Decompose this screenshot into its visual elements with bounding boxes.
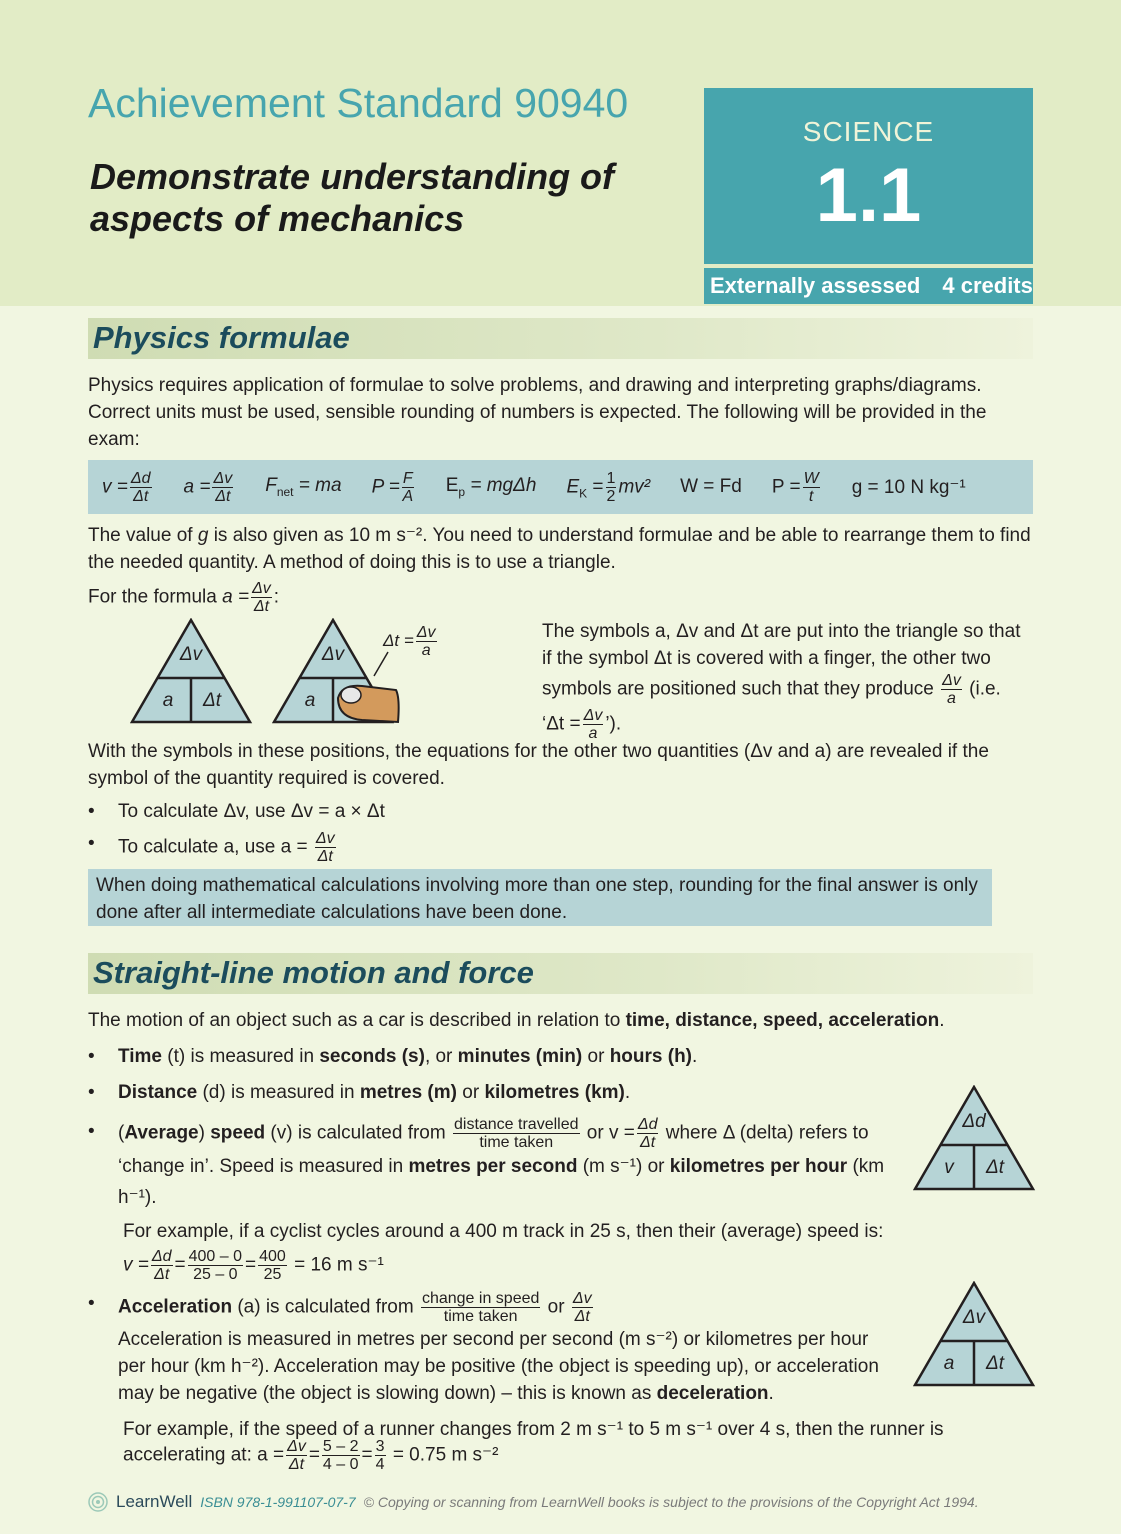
formula-bar <box>88 460 1033 514</box>
intro-paragraph: Physics requires application of formulae to solve problems, and drawing and interpreting graphs/diagrams. Correct units must be used, sensible rounding of numbers is expected. The following will be provided in the exam: <box>88 375 987 450</box>
for-formula-line: For the formula a = $\frac{\Delta v}{\Delta t}$ : <box>88 580 280 615</box>
acceleration-example-equation: accelerating at: a = $\frac{\Delta v}{\Delta t}$ = $\frac{5 - 2}{4 - 0}$ = $\frac{3}{4}$ = 0.75 m s⁻² <box>123 1438 499 1473</box>
svg-text:a: a <box>304 690 316 711</box>
acceleration-triangle <box>913 1281 1037 1389</box>
formula-pressure: P = $\frac{F}{A}$ <box>371 469 414 505</box>
learnwell-logo: LearnWell <box>116 1492 193 1511</box>
formula-gravity: g = 10 N kg⁻¹ <box>851 476 966 498</box>
svg-text:a: a <box>162 690 174 711</box>
formula-triangle <box>130 618 254 724</box>
svg-text:Δt: Δt <box>985 1353 1005 1374</box>
acceleration-example: For example, if the speed of a runner changes from 2 m s⁻¹ to 5 m s⁻¹ over 4 s, then the runner is <box>123 1419 944 1440</box>
motion-intro: The motion of an object such as a car is described in relation to time, distance, speed, acceleration. <box>88 1010 945 1031</box>
subject-badge <box>704 88 1033 264</box>
svg-text:Δv: Δv <box>962 1307 986 1328</box>
formula-power: P = $\frac{W}{t}$ <box>771 469 819 505</box>
formula-velocity: v = $\frac{\Delta d}{\Delta t}$ <box>102 469 151 505</box>
formula-potential-energy: $E_p = mg\Delta h$ <box>445 475 537 499</box>
learnwell-logo-icon <box>88 1492 108 1512</box>
section-heading-text: Physics formulae <box>93 320 350 355</box>
triangle-annotation: Δt = $\frac{\Delta v}{a}$ <box>383 624 436 659</box>
triangle-explanation: The symbols a, Δv and Δt are put into the triangle so that if the symbol Δt is covered with a finger, the other two symbols are positioned such that they produce $\frac{\Delta v}{a}$ (i.e. ‘Δt = $\frac{\Delta v}{a}$ ’). <box>542 621 1021 742</box>
section-heading-physics-formulae <box>88 318 1033 359</box>
rounding-note: When doing mathematical calculations involving more than one step, rounding for the final answer is only done after all intermediate calculations have been done. <box>88 869 992 926</box>
subject-label: SCIENCE <box>802 116 935 147</box>
list-item: • To calculate a, use a = $\frac{\Delta v}{\Delta t}$ <box>88 830 335 865</box>
list-item-acceleration: • Acceleration (a) is calculated from $\frac{\text{change in speed}}{\text{time taken}}$ or $\frac{\Delta v}{\Delta t}$ <box>88 1290 592 1325</box>
subtitle-line: aspects of mechanics <box>90 198 465 239</box>
isbn: ISBN 978-1-991107-07-7 <box>200 1494 356 1510</box>
credits-count: 4 credits <box>942 273 1033 298</box>
svg-text:Δd: Δd <box>962 1111 986 1132</box>
finger-icon <box>338 686 399 722</box>
svg-text:Δt: Δt <box>985 1157 1005 1178</box>
symbols-paragraph: With the symbols in these positions, the equations for the other two quantities (Δv and a) are revealed if the symbol of the quantity required is covered. <box>88 741 989 789</box>
formula-kinetic-energy: $E_K$ = $\frac{1}{2}$ mv² <box>566 469 651 505</box>
svg-text:a: a <box>943 1353 955 1374</box>
section-heading-straight-line-motion <box>88 953 1033 994</box>
subtitle-line: Demonstrate understanding of <box>90 156 615 197</box>
svg-text:v: v <box>944 1157 954 1178</box>
list-item: • To calculate Δv, use Δv = a × Δt <box>88 801 385 822</box>
speed-triangle <box>913 1085 1037 1193</box>
page-title: Achievement Standard 90940 <box>88 80 629 126</box>
copyright: © Copying or scanning from LearnWell books is subject to the provisions of the Copyright Act 1994. <box>363 1494 979 1510</box>
list-item-speed: • (Average) speed (v) is calculated from $\frac{\text{distance travelled}}{\text{time taken}}$ or v = $\frac{\Delta d}{\Delta t}$ where Δ (delta) refers to ‘change in’. Speed is measured in metres per second (m s⁻¹) or kilometres per hour (km h⁻¹). <box>88 1116 885 1208</box>
rearrange-paragraph: The value of g is also given as 10 m s⁻². You need to understand formulae and be able to rearrange them to find the needed quantity. A method of doing this is to use a triangle. <box>88 525 1031 573</box>
formula-acceleration: a = $\frac{\Delta v}{\Delta t}$ <box>183 469 233 505</box>
list-item-distance: • Distance (d) is measured in metres (m) or kilometres (km). <box>88 1082 631 1103</box>
speed-example-equation: v = $\frac{\Delta d}{\Delta t}$ = $\frac{400 - 0}{25 - 0}$ = $\frac{400}{25}$ = 16 m s⁻¹ <box>123 1248 384 1283</box>
formula-work: W = Fd <box>680 476 742 497</box>
speed-example: For example, if a cyclist cycles around a 400 m track in 25 s, then their (average) speed is: <box>123 1221 884 1242</box>
section-heading-text: Straight-line motion and force <box>93 955 534 990</box>
standard-number: 1.1 <box>815 153 922 238</box>
page-subtitle <box>90 156 614 240</box>
footer <box>88 1492 979 1512</box>
svg-text:Δt: Δt <box>202 690 222 711</box>
credits-bar <box>704 268 1033 304</box>
assessment-type: Externally assessed <box>710 273 921 298</box>
acceleration-paragraph: Acceleration is measured in metres per second per second (m s⁻²) or kilometres per hour per hour (km h⁻²). Acceleration may be positive (the object is speeding up), or acceleration may be negative (the object is slowing down) – this is known as deceleration. <box>118 1329 879 1404</box>
formula-force: $F_{net}$ = ma <box>265 475 342 499</box>
svg-text:Δv: Δv <box>179 644 203 665</box>
list-item-time: • Time (t) is measured in seconds (s), or minutes (min) or hours (h). <box>88 1046 698 1067</box>
svg-text:Δv: Δv <box>321 644 345 665</box>
